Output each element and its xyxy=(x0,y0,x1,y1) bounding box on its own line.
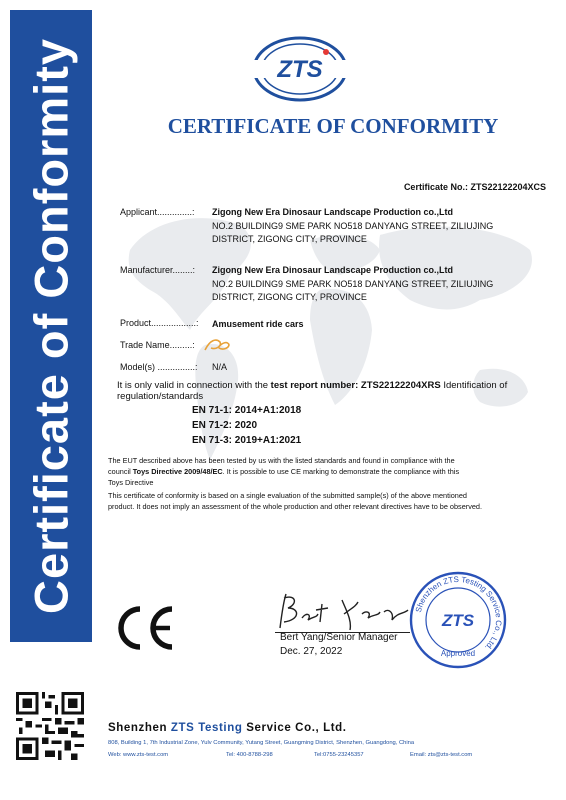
certificate-title: CERTIFICATE OF CONFORMITY xyxy=(167,114,499,138)
signer-block xyxy=(280,631,397,659)
validity-suffix: Identification of regulation/standards xyxy=(117,380,508,402)
applicant-name: Zigong New Era Dinosaur Landscape Production co.,Ltd xyxy=(212,207,454,217)
qr-code xyxy=(16,692,84,760)
side-title: Certificate of Conformity xyxy=(24,38,78,614)
disclaimer-line-2: product. It does not imply an assessment of the whole production and other relevant directives have to be observed. xyxy=(108,502,482,511)
test-report-number: test report number: ZTS22122204XRS xyxy=(270,380,441,391)
footer-address: 808, Building 1, 7th Industrial Zone, Yulv Community, Yutang Street, Guangming District, Shenzhen, Guangdong, China xyxy=(108,740,415,746)
eut-line-1: The EUT described above has been tested by us with the listed standards and found in compliance with the xyxy=(108,456,455,465)
signer-name-title: Bert Yang/Senior Manager xyxy=(280,632,398,643)
footer-tel-1: Tel: 400-8788-298 xyxy=(226,752,273,758)
trade-name-label: Trade Name.........: xyxy=(120,340,195,350)
product-label: Product..................: xyxy=(120,318,199,328)
toys-directive: Toys Directive 2009/48/EC xyxy=(132,467,223,476)
applicant-label: Applicant..............: xyxy=(120,207,195,217)
standard-1: EN 71-1: 2014+A1:2018 xyxy=(192,405,302,416)
stamp-ring-text: Shenzhen ZTS Testing Service Co., Ltd. xyxy=(413,574,504,653)
applicant-address-2: DISTRICT, ZIGONG CITY, PROVINCE xyxy=(212,234,367,244)
trade-name-logo-icon xyxy=(202,336,232,354)
company-prefix: Shenzhen xyxy=(108,722,171,734)
eut-line-2-suffix: . It is possible to use CE marking to demonstrate the compliance with this xyxy=(222,467,460,476)
models-value: N/A xyxy=(212,362,228,372)
signature xyxy=(272,590,412,634)
ce-mark-icon xyxy=(112,603,182,653)
validity-statement xyxy=(117,380,547,402)
product-value: Amusement ride cars xyxy=(212,319,304,329)
standard-2: EN 71-2: 2020 xyxy=(192,420,258,431)
eut-line-2 xyxy=(108,466,548,477)
footer-web: Web: www.zts-test.com xyxy=(108,752,169,758)
footer-tel-2: Tel:0755-23245357 xyxy=(314,752,364,758)
validity-prefix: It is only valid in connection with the xyxy=(117,380,271,391)
logo-text: ZTS xyxy=(277,56,323,83)
eut-line-2-prefix: council xyxy=(108,467,133,476)
footer-company-name xyxy=(108,722,347,734)
zts-logo xyxy=(248,34,352,104)
eut-line-3: Toys Directive xyxy=(108,478,154,487)
disclaimer-line-1: This certificate of conformity is based on a single evaluation of the submitted sample(s) of the above mentioned xyxy=(108,491,467,500)
stamp-center-text: ZTS xyxy=(441,611,475,630)
company-highlight: ZTS Testing xyxy=(170,722,243,734)
models-label: Model(s) ...............: xyxy=(120,362,198,372)
manufacturer-label: Manufacturer........: xyxy=(120,265,196,275)
manufacturer-address-2: DISTRICT, ZIGONG CITY, PROVINCE xyxy=(212,292,367,302)
company-suffix: Service Co., Ltd. xyxy=(242,722,347,734)
ce-mark-text: CE xyxy=(112,603,114,604)
company-stamp xyxy=(408,570,508,670)
logo-red-dot xyxy=(323,49,329,55)
applicant-address-1: NO.2 BUILDING9 SME PARK NO518 DANYANG STREET, ZILIUJING xyxy=(212,221,494,231)
signed-date: Dec. 27, 2022 xyxy=(280,646,343,657)
footer-email: Email: zts@zts-test.com xyxy=(410,752,473,758)
standard-3: EN 71-3: 2019+A1:2021 xyxy=(192,435,302,446)
manufacturer-address-1: NO.2 BUILDING9 SME PARK NO518 DANYANG STREET, ZILIUJING xyxy=(212,279,494,289)
stamp-approved-text: Approved xyxy=(440,649,476,658)
manufacturer-name: Zigong New Era Dinosaur Landscape Production co.,Ltd xyxy=(212,265,454,275)
certificate-number: Certificate No.: ZTS22122204XCS xyxy=(403,182,546,192)
